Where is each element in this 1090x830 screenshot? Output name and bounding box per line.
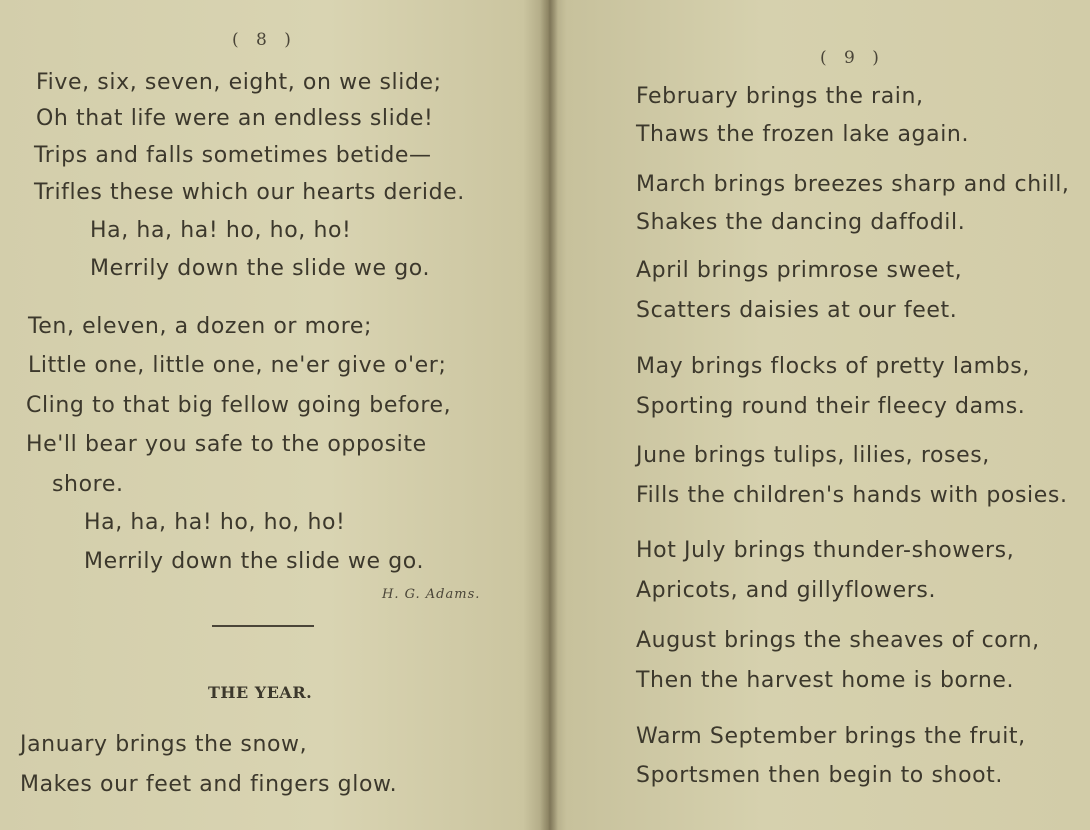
poem-line: Apricots, and gillyflowers.	[636, 578, 937, 603]
divider-rule	[212, 625, 314, 627]
poem-line: April brings primrose sweet,	[636, 258, 963, 283]
poem-line: May brings flocks of pretty lambs,	[636, 354, 1030, 379]
poem-line: June brings tulips, lilies, roses,	[636, 443, 990, 468]
poem-line: February brings the rain,	[636, 84, 924, 109]
poem-line: Little one, little one, ne'er give o'er;	[28, 353, 447, 378]
poem-refrain: Ha, ha, ha! ho, ho, ho!	[84, 510, 346, 535]
poem-line: Scatters daisies at our feet.	[636, 298, 958, 323]
poem-line: Thaws the frozen lake again.	[636, 122, 970, 147]
poem-line: Shakes the dancing daffodil.	[636, 210, 966, 235]
poem-line: Ten, eleven, a dozen or more;	[28, 314, 373, 339]
poem-line: Trips and falls sometimes betide—	[34, 143, 432, 168]
section-title: THE YEAR.	[208, 683, 313, 702]
poem-line: shore.	[52, 472, 124, 497]
poem-line: Cling to that big fellow going before,	[26, 393, 452, 418]
poem-line: Warm September brings the fruit,	[636, 724, 1026, 749]
poem-line: Makes our feet and fingers glow.	[20, 772, 398, 797]
poem-line: Sportsmen then begin to shoot.	[636, 763, 1004, 788]
poem-line: Five, six, seven, eight, on we slide;	[36, 70, 442, 95]
page-number: ( 9 )	[820, 48, 885, 68]
poem-refrain: Ha, ha, ha! ho, ho, ho!	[90, 218, 352, 243]
poem-refrain: Merrily down the slide we go.	[84, 549, 425, 574]
attribution: H. G. Adams.	[382, 587, 481, 602]
poem-line: Fills the children's hands with posies.	[636, 483, 1068, 508]
page-number: ( 8 )	[232, 30, 297, 50]
poem-line: Then the harvest home is borne.	[636, 668, 1015, 693]
poem-line: March brings breezes sharp and chill,	[636, 172, 1070, 197]
poem-line: He'll bear you safe to the opposite	[26, 432, 427, 457]
poem-line: Oh that life were an endless slide!	[36, 106, 434, 131]
poem-line: Trifles these which our hearts deride.	[34, 180, 465, 205]
poem-line: Hot July brings thunder-showers,	[636, 538, 1015, 563]
poem-line: January brings the snow,	[20, 732, 308, 757]
poem-refrain: Merrily down the slide we go.	[90, 256, 431, 281]
poem-line: August brings the sheaves of corn,	[636, 628, 1040, 653]
right-page	[556, 0, 1090, 830]
poem-line: Sporting round their fleecy dams.	[636, 394, 1026, 419]
